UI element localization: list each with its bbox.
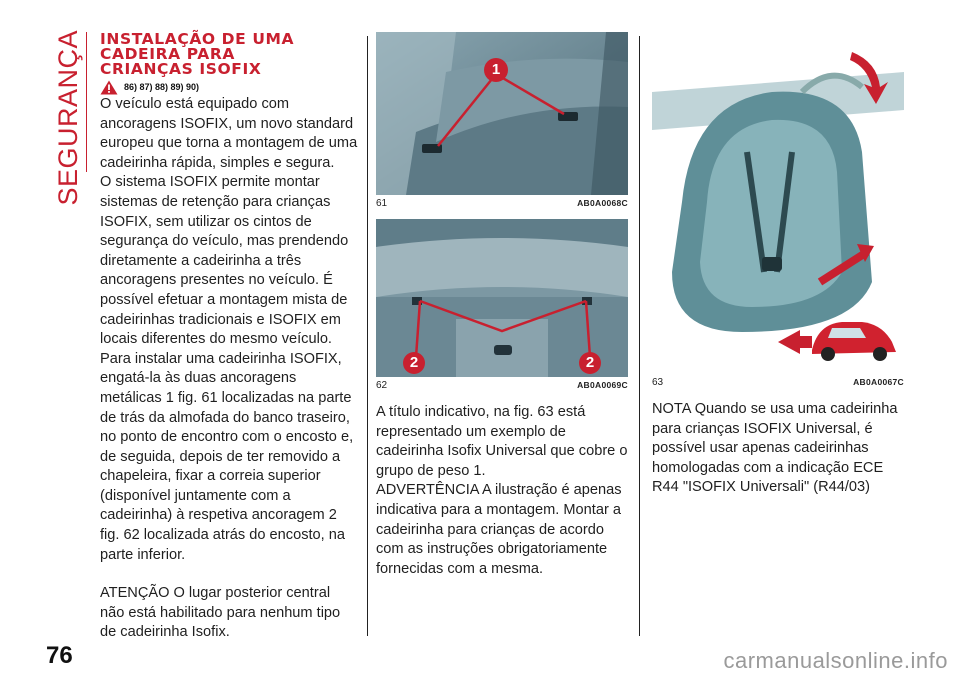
- figure-63: [652, 32, 904, 374]
- isofix-anchors-photo: [376, 32, 628, 195]
- callout-2-left: 2: [409, 354, 419, 371]
- column-divider: [639, 36, 640, 636]
- column-divider: [367, 36, 368, 636]
- paragraph-attention: ATENÇÃO O lugar posterior central não está habilitado para nenhum tipo de cadeirinha Isofix.: [100, 585, 341, 641]
- figure-62-number: 62: [376, 380, 388, 391]
- figure-63-code: AB0A0067C: [853, 377, 904, 387]
- figure-62-code: AB0A0069C: [577, 380, 628, 390]
- figure-62: [376, 219, 628, 377]
- callout-1: 1: [491, 61, 501, 78]
- warning-triangle-icon: [100, 80, 118, 95]
- column-right: [652, 32, 904, 498]
- paragraph-note: NOTA Quando se usa uma cadeirinha para crianças ISOFIX Universal, é possível usar apenas cadeirinhas homologadas com a indicação ECE R44 "ISOFIX Universali" (R44/03): [652, 401, 898, 496]
- figure-63-number: 63: [652, 377, 664, 388]
- figure-61-number: 61: [376, 198, 388, 209]
- paragraph-install: Para instalar uma cadeirinha ISOFIX, engatá-la às duas ancoragens metálicas 1 fig. 61 localizadas na parte de trás da almofada do banco traseiro, no ponto de encontro com o encosto e, de seguida, depois de ter removido a chapeleira, fixar a correia superior (disponível juntamente com a cadeirinha) à respetiva ancoragem 2 fig. 62 localizada atrás do encosto, na parte inferior.: [100, 350, 354, 563]
- column-left: [100, 32, 358, 643]
- section-heading: INSTALAÇÃO DE UMA CADEIRA PARA CRIANÇAS ISOFIX: [100, 30, 295, 78]
- warning-references: [100, 79, 358, 95]
- paragraph-system: O sistema ISOFIX permite montar sistemas de retenção para crianças ISOFIX, sem utilizar os cintos de segurança do veículo, mas prendendo diretamente a cadeirinha a três ancoragens presentes no veículo. É possível efetuar a montagem mista de cadeirinhas tradicionais e ISOFIX em locais diferentes do mesmo veículo.: [100, 174, 349, 348]
- figure-61-caption: [376, 198, 628, 209]
- child-seat-illustration: [652, 32, 904, 374]
- paragraph-example: A título indicativo, na fig. 63 está representado um exemplo de cadeirinha Isofix Universal que cobre o grupo de peso 1.: [376, 404, 628, 479]
- paragraph-warning: ADVERTÊNCIA A ilustração é apenas indicativa para a montagem. Montar a cadeirinha para crianças de acordo com as instruções obrigatoriamente fornecidas com a mesma.: [376, 482, 622, 577]
- figure-61-code: AB0A0068C: [577, 198, 628, 208]
- figure-62-caption: [376, 380, 628, 391]
- column-middle: [376, 32, 628, 579]
- paragraph-intro: O veículo está equipado com ancoragens ISOFIX, um novo standard europeu que torna a montagem de uma cadeirinha rápida, simples e segura.: [100, 96, 358, 171]
- section-tab: [48, 30, 88, 206]
- section-tab-rule: [86, 32, 87, 172]
- callout-2-right: 2: [585, 354, 595, 371]
- section-tab-label: SEGURANÇA: [52, 30, 83, 206]
- page-number: 76: [46, 642, 73, 669]
- figure-63-caption: [652, 377, 904, 388]
- warning-refs-text: 86) 87) 88) 89) 90): [124, 82, 200, 92]
- watermark: carmanualsonline.info: [723, 648, 948, 673]
- figure-61: [376, 32, 628, 195]
